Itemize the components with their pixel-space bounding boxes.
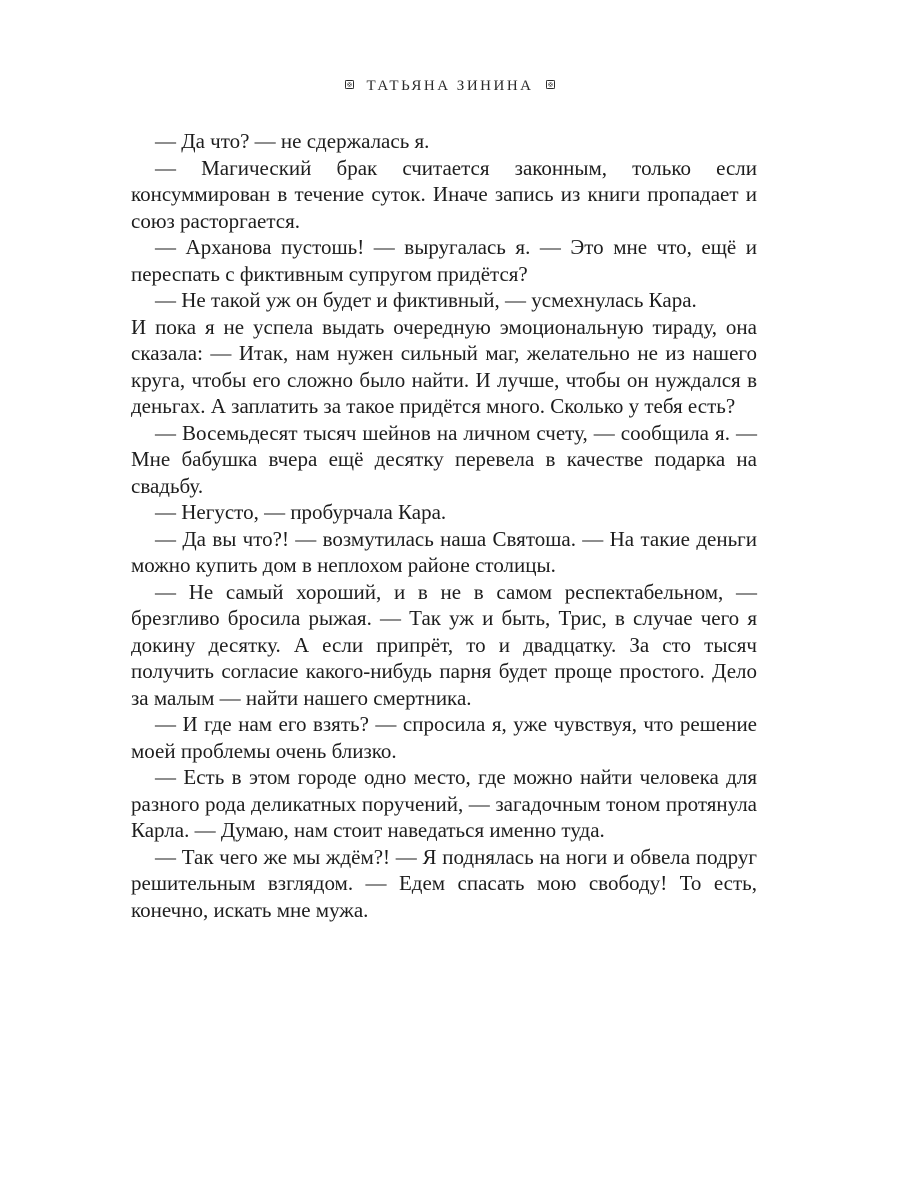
paragraph: И пока я не успела выдать очередную эмоциональную тираду, она сказала: — Итак, нам нужен сильный маг, желательно не из нашего круга, чтобы его сложно было найти. И лучше, чтобы он нуждался в деньгах. А заплатить за такое придётся много. Сколько у тебя есть?: [131, 314, 757, 418]
paragraph: — Не самый хороший, и в не в самом респектабельном, — брезгливо бросила рыжая. — Так уж и быть, Трис, в случае чего я докину десятку. А если припрёт, то и двадцатку. За сто тысяч получить согласие какого-нибудь парня будет проще простого. Дело за малым — найти нашего смертника.: [131, 579, 757, 710]
ornament-icon: [546, 80, 555, 89]
paragraph: — Арханова пустошь! — выругалась я. — Это мне что, ещё и переспать с фиктивным супругом придётся?: [131, 235, 757, 286]
paragraph: — И где нам его взять? — спросила я, уже чувствуя, что решение моей проблемы очень близко.: [131, 712, 757, 763]
paragraph: — Не такой уж он будет и фиктивный, — усмехнулась Кара.: [155, 288, 697, 312]
paragraph: — Так чего же мы ждём?! — Я поднялась на ноги и обвела подруг решительным взглядом. — Едем спасать мою свободу! То есть, конечно, искать мне мужа.: [131, 844, 757, 922]
paragraph: — Восемьдесят тысяч шейнов на личном счету, — сообщила я. — Мне бабушка вчера ещё десятку перевела в качестве подарка на свадьбу.: [131, 420, 757, 498]
paragraph: — Негусто, — пробурчала Кара.: [155, 500, 447, 524]
paragraph: — Есть в этом городе одно место, где можно найти человека для разного рода деликатных поручений, — загадочным тоном протянула Карла. — Думаю, нам стоит наведаться именно туда.: [131, 765, 757, 842]
paragraph: — Магический брак считается законным, только если консуммирован в течение суток. Иначе запись из книги пропадает и союз расторгается.: [131, 155, 757, 233]
paragraph: — Да что? — не сдержалась я.: [155, 129, 430, 153]
running-header: [0, 76, 900, 96]
author-name: ТАТЬЯНА ЗИНИНА: [366, 78, 534, 94]
paragraph: — Да вы что?! — возмутилась наша Святоша. — На такие деньги можно купить дом в неплохом районе столицы.: [131, 526, 757, 577]
body-text: [131, 128, 757, 923]
ornament-icon: [345, 80, 354, 89]
